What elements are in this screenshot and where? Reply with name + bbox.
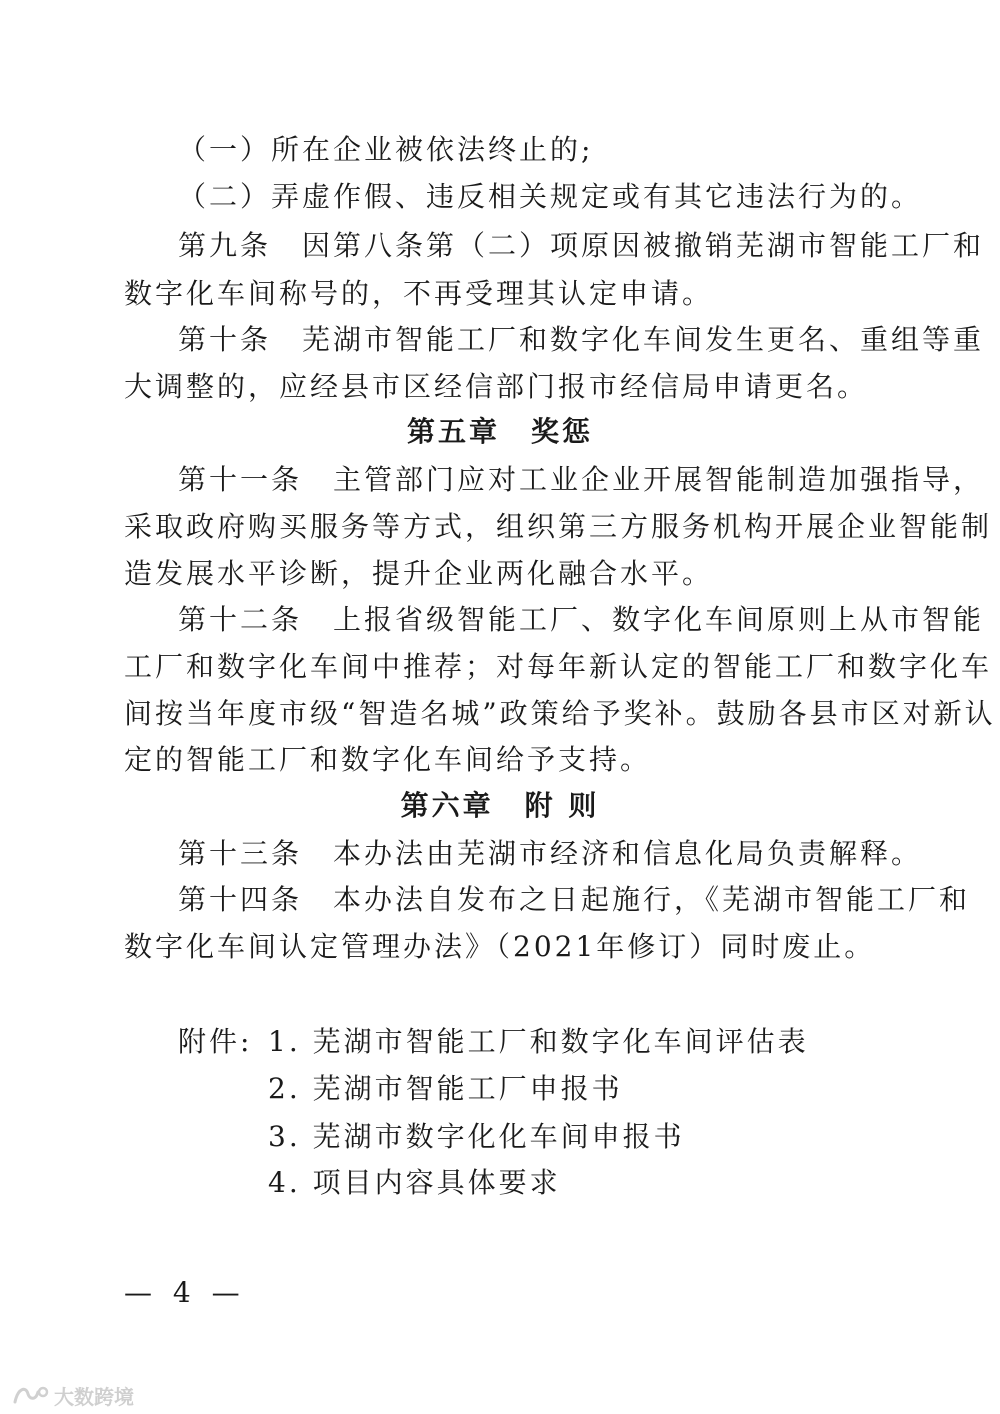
watermark-logo-icon [12, 1384, 50, 1406]
attachment-item-2: 2. 芜湖市智能工厂申报书 [268, 1072, 623, 1105]
watermark [12, 1382, 134, 1408]
article-12-line-2: 工厂和数字化车间中推荐；对每年新认定的智能工厂和数字化车 [124, 650, 993, 683]
attachment-item-1: 1. 芜湖市智能工厂和数字化车间评估表 [268, 1025, 809, 1058]
article-10-line-1: 第十条 芜湖市智能工厂和数字化车间发生更名、重组等重 [178, 323, 985, 356]
article-13-line-1: 第十三条 本办法由芜湖市经济和信息化局负责解释。 [178, 837, 923, 870]
article-9-line-2: 数字化车间称号的，不再受理其认定申请。 [124, 277, 714, 310]
article-11-line-1: 第十一条 主管部门应对工业企业开展智能制造加强指导， [178, 463, 985, 496]
chapter-6-heading: 第六章 附 则 [400, 789, 600, 822]
attachment-item-4: 4. 项目内容具体要求 [268, 1166, 561, 1199]
article-10-line-2: 大调整的，应经县市区经信部门报市经信局申请更名。 [124, 370, 869, 403]
chapter-5-heading: 第五章 奖惩 [406, 415, 593, 448]
article-12-line-1: 第十二条 上报省级智能工厂、数字化车间原则上从市智能 [178, 603, 985, 636]
attachments-label: 附件: [178, 1025, 253, 1058]
article-12-line-3: 间按当年度市级“智造名城”政策给予奖补。鼓励各县市区对新认 [124, 697, 996, 730]
article-14-line-2: 数字化车间认定管理办法》（2021年修订）同时废止。 [124, 930, 876, 963]
clause-item-2: （二）弄虚作假、违反相关规定或有其它违法行为的。 [178, 180, 923, 213]
article-11-line-2: 采取政府购买服务等方式，组织第三方服务机构开展企业智能制 [124, 510, 993, 543]
article-9-line-1: 第九条 因第八条第（二）项原因被撤销芜湖市智能工厂和 [178, 229, 985, 262]
article-12-line-4: 定的智能工厂和数字化车间给予支持。 [124, 743, 652, 776]
watermark-text: 大数跨境 [54, 1384, 134, 1409]
article-14-line-1: 第十四条 本办法自发布之日起施行，《芜湖市智能工厂和 [178, 883, 971, 916]
article-11-line-3: 造发展水平诊断，提升企业两化融合水平。 [124, 557, 714, 590]
attachment-item-3: 3. 芜湖市数字化化车间申报书 [268, 1120, 685, 1153]
page-number: — 4 — [124, 1276, 246, 1309]
clause-item-1: （一）所在企业被依法终止的; [178, 133, 594, 166]
